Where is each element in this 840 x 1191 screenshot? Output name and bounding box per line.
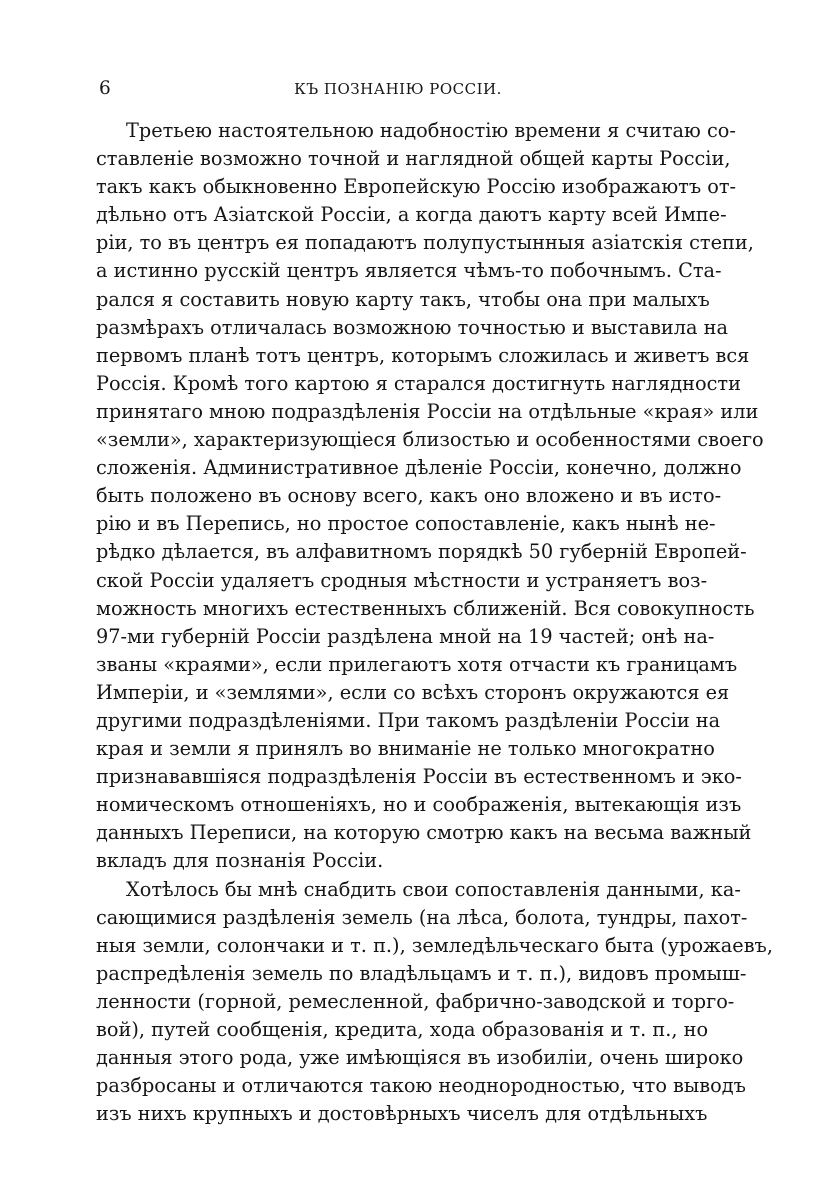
text-line: ріи, то въ центръ ея попадаютъ полупустынныя азіатскія степи, [96, 231, 754, 255]
page-header [96, 76, 700, 102]
text-line: ленности (горной, ремесленной, фабрично-заводской и торго- [96, 990, 735, 1014]
text-line: а истинно русскій центръ является чѣмъ-то побочнымъ. Ста- [96, 259, 722, 283]
text-line: Россія. Кромѣ того картою я старался достигнуть наглядности [96, 371, 741, 395]
text-line: первомъ планѣ тотъ центръ, которымъ сложилась и живетъ вся [96, 343, 750, 367]
text-line: дѣльно отъ Азіатской Россіи, а когда даютъ карту всей Импе- [96, 203, 727, 227]
text-line: вой), путей сообщенія, кредита, хода образованія и т. п., но [96, 1018, 709, 1042]
text-line: данныя этого рода, уже имѣющіяся въ изобиліи, очень широко [96, 1046, 744, 1070]
text-line: быть положено въ основу всего, какъ оно вложено и въ исто- [96, 484, 722, 508]
text-line: ской Россіи удаляетъ сродныя мѣстности и устраняетъ воз- [96, 568, 708, 592]
text-line: изъ нихъ крупныхъ и достовѣрныхъ чиселъ для отдѣльныхъ [96, 1102, 708, 1126]
text-line: сложенія. Административное дѣленіе Россіи, конечно, должно [96, 456, 742, 480]
text-line: вкладъ для познанія Россіи. [96, 849, 384, 873]
text-line: Третьею настоятельною надобностію времени я считаю со- [126, 119, 736, 142]
paragraph [96, 876, 773, 1129]
text-line: ныя земли, солончаки и т. п.), земледѣльческаго быта (урожаевъ, [96, 933, 773, 957]
text-line: Хотѣлось бы мнѣ снабдить свои сопоставленія данными, ка- [126, 877, 741, 901]
text-line: данныхъ Переписи, на которую смотрю какъ на весьма важный [96, 821, 752, 845]
text-line: такъ какъ обыкновенно Европейскую Россію изображаютъ от- [96, 175, 737, 199]
text-line: рѣдко дѣлается, въ алфавитномъ порядкѣ 50 губерній Европей- [96, 540, 747, 564]
page-number: 6 [99, 78, 111, 99]
text-line: сающимися раздѣленія земель (на лѣса, болота, тундры, пахот- [96, 905, 748, 929]
text-line: «земли», характеризующіеся близостью и особенностями своего [96, 428, 764, 452]
paragraph [96, 117, 764, 876]
text-line: размѣрахъ отличалась возможною точностью и выставила на [96, 315, 728, 339]
text-line: Имперіи, и «землями», если со всѣхъ сторонъ окружаются ея [96, 680, 730, 704]
text-line: рію и въ Перепись, но простое сопоставленіе, какъ нынѣ не- [96, 512, 716, 536]
text-line: признававшіяся подраздѣленія Россіи въ естественномъ и эко- [96, 765, 742, 789]
text-line: ставленіе возможно точной и наглядной общей карты Россіи, [96, 147, 731, 171]
text-line: распредѣленія земель по владѣльцамъ и т. п.), видовъ промыш- [96, 962, 747, 985]
text-line: другими подраздѣленіями. При такомъ раздѣленіи Россіи на [96, 708, 721, 732]
text-line: принятаго мною подраздѣленія Россіи на отдѣльные «края» или [96, 399, 759, 423]
text-line: разбросаны и отличаются такою неоднородностью, что выводъ [96, 1074, 746, 1098]
body-text [96, 117, 773, 1129]
running-title: КЪ ПОЗНАНІЮ РОССІИ. [294, 80, 502, 98]
text-line: званы «краями», если прилегаютъ хотя отчасти къ границамъ [96, 652, 738, 676]
text-line: края и земли я принялъ во вниманіе не только многократно [96, 737, 715, 761]
text-line: номическомъ отношеніяхъ, но и соображенія, вытекающія изъ [96, 793, 742, 817]
text-line: рался я составить новую карту такъ, чтобы она при малыхъ [96, 287, 710, 311]
text-line: 97-ми губерній Россіи раздѣлена мной на 19 частей; онѣ на- [96, 624, 715, 648]
text-line: можность многихъ естественныхъ сближеній. Вся совокупность [96, 596, 755, 620]
